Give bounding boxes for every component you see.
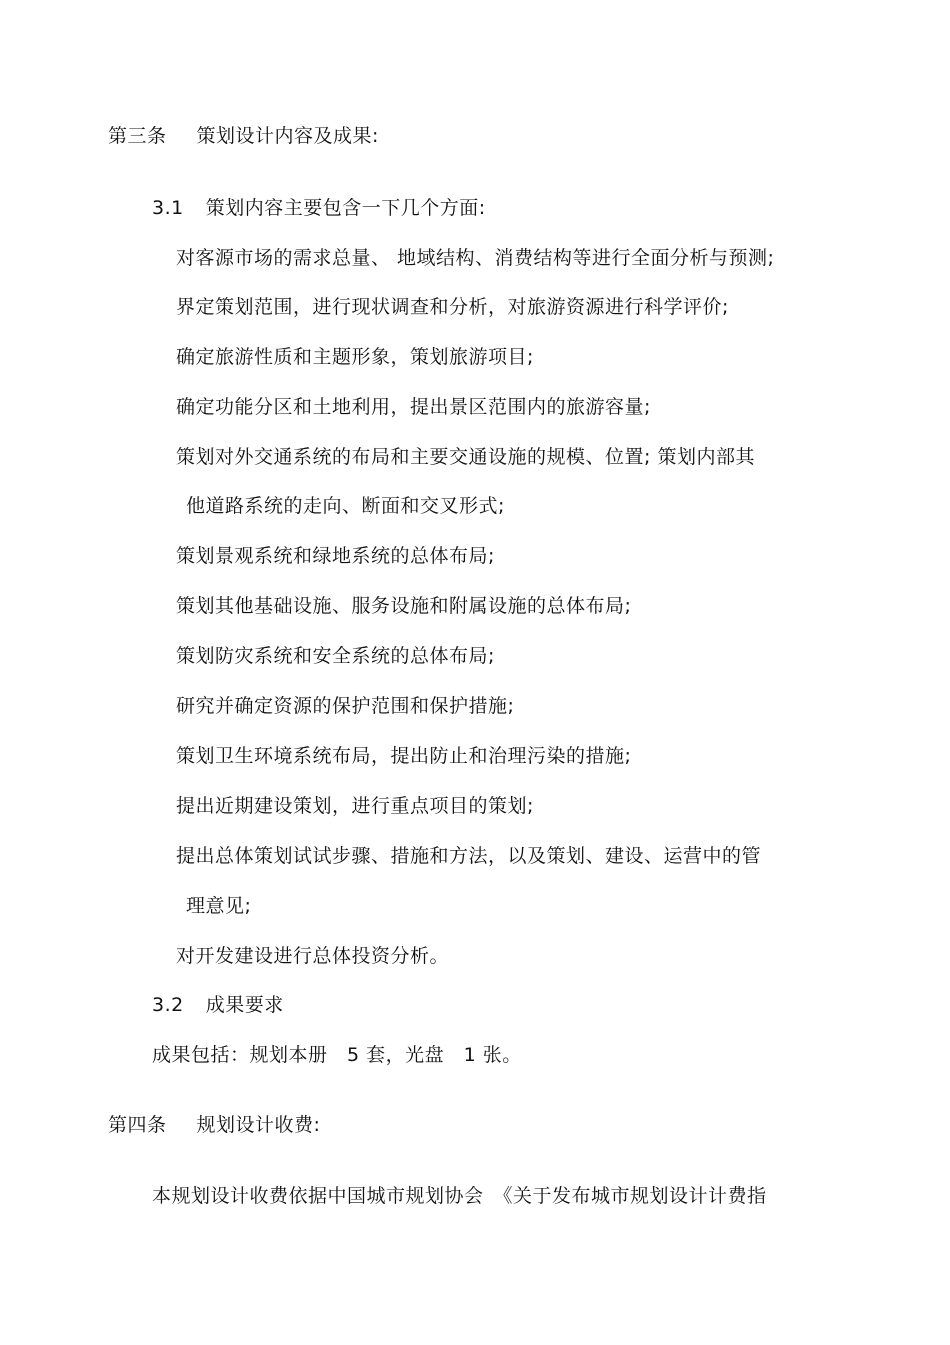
article4-heading-label: 第四条 <box>108 1114 167 1136</box>
results-line: 成果包括：规划本册 5 套，光盘 1 张。 <box>152 1044 522 1066</box>
list-item: 对客源市场的需求总量、 地域结构、消费结构等进行全面分析与预测; <box>176 247 775 269</box>
list-item: 研究并确定资源的保护范围和保护措施; <box>176 695 515 717</box>
list-item-continuation: 他道路系统的走向、断面和交叉形式; <box>186 495 505 517</box>
list-item: 提出近期建设策划，进行重点项目的策划; <box>176 795 534 817</box>
list-item: 提出总体策划试试步骤、措施和方法，以及策划、建设、运营中的管 <box>176 845 762 867</box>
list-item: 策划景观系统和绿地系统的总体布局; <box>176 545 495 567</box>
section-3-2-title: 成果要求 <box>205 994 284 1016</box>
list-item: 策划防灾系统和安全系统的总体布局; <box>176 645 495 667</box>
article4-heading <box>108 1112 320 1138</box>
article4-paragraph: 本规划设计收费依据中国城市规划协会 《关于发布城市规划设计计费指 <box>152 1185 767 1207</box>
article3-heading <box>108 123 379 149</box>
list-item: 确定旅游性质和主题形象，策划旅游项目; <box>176 346 534 368</box>
section-3-2-heading <box>152 992 284 1018</box>
list-item: 界定策划范围，进行现状调查和分析，对旅游资源进行科学评价; <box>176 296 729 318</box>
list-item: 对开发建设进行总体投资分析。 <box>176 945 450 967</box>
section-3-1-title: 策划内容主要包含一下几个方面: <box>205 197 486 219</box>
list-item-continuation: 理意见; <box>186 895 252 917</box>
article3-heading-label: 第三条 <box>108 125 167 147</box>
list-item: 策划卫生环境系统布局，提出防止和治理污染的措施; <box>176 745 632 767</box>
list-item: 策划其他基础设施、服务设施和附属设施的总体布局; <box>176 595 632 617</box>
section-3-1-heading <box>152 195 486 221</box>
article3-heading-title: 策划设计内容及成果: <box>196 125 379 147</box>
list-item: 策划对外交通系统的布局和主要交通设施的规模、位置; 策划内部其 <box>176 446 755 468</box>
list-item: 确定功能分区和土地利用，提出景区范围内的旅游容量; <box>176 396 651 418</box>
section-3-1-number: 3.1 <box>152 197 184 219</box>
article4-heading-title: 规划设计收费: <box>196 1114 321 1136</box>
section-3-2-number: 3.2 <box>152 994 184 1016</box>
